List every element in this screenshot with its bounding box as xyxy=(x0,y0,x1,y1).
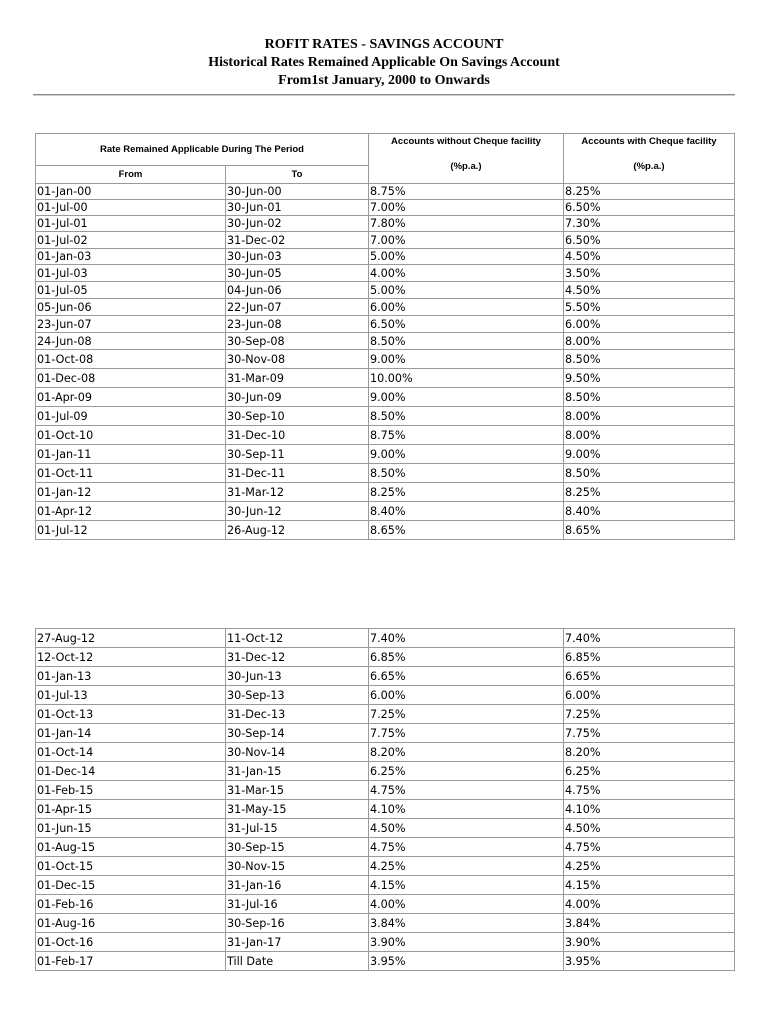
rate-with-cheque-cell: 4.75% xyxy=(564,781,735,800)
rate-with-cheque-cell: 7.30% xyxy=(564,216,735,232)
rate-with-cheque-cell: 3.50% xyxy=(564,265,735,282)
rate-without-cheque-cell: 4.10% xyxy=(369,800,564,819)
rate-with-cheque-cell: 8.50% xyxy=(564,464,735,483)
from-date-cell: 05-Jun-06 xyxy=(36,299,226,316)
from-date-cell: 23-Jun-07 xyxy=(36,316,226,333)
from-date-cell: 01-Jan-00 xyxy=(36,184,226,200)
table-row xyxy=(36,407,735,426)
table-row xyxy=(36,333,735,350)
rate-with-cheque-cell: 6.85% xyxy=(564,648,735,667)
from-date-cell: 01-Oct-11 xyxy=(36,464,226,483)
from-date-cell: 01-Oct-08 xyxy=(36,350,226,369)
header-divider xyxy=(33,94,735,96)
rate-without-cheque-cell: 8.75% xyxy=(369,184,564,200)
rates-body-part-1 xyxy=(36,184,735,540)
rate-with-cheque-cell: 6.65% xyxy=(564,667,735,686)
table-row xyxy=(36,743,735,762)
to-date-cell: 30-Sep-13 xyxy=(226,686,369,705)
to-date-cell: 30-Jun-05 xyxy=(226,265,369,282)
with-cheque-label: Accounts with Cheque facility xyxy=(581,136,717,147)
rate-without-cheque-cell: 8.20% xyxy=(369,743,564,762)
to-date-cell: 31-Dec-13 xyxy=(226,705,369,724)
to-date-cell: 11-Oct-12 xyxy=(226,629,369,648)
rate-without-cheque-cell: 3.90% xyxy=(369,933,564,952)
rate-with-cheque-cell: 3.95% xyxy=(564,952,735,971)
table-row xyxy=(36,350,735,369)
rate-with-cheque-cell: 4.50% xyxy=(564,249,735,265)
table-row xyxy=(36,464,735,483)
rate-with-cheque-cell: 5.50% xyxy=(564,299,735,316)
rate-without-cheque-cell: 5.00% xyxy=(369,282,564,299)
table-row xyxy=(36,388,735,407)
rate-with-cheque-cell: 8.25% xyxy=(564,184,735,200)
from-date-cell: 01-Jan-03 xyxy=(36,249,226,265)
table-row xyxy=(36,933,735,952)
table-row xyxy=(36,781,735,800)
from-date-cell: 01-Dec-08 xyxy=(36,369,226,388)
date-range: From1st January, 2000 to Onwards xyxy=(278,73,490,88)
table-row xyxy=(36,895,735,914)
to-date-cell: 30-Nov-14 xyxy=(226,743,369,762)
to-date-cell: 30-Sep-15 xyxy=(226,838,369,857)
rate-with-cheque-cell: 8.00% xyxy=(564,426,735,445)
table-row xyxy=(36,876,735,895)
table-row xyxy=(36,184,735,200)
to-date-cell: 31-Mar-09 xyxy=(226,369,369,388)
rate-with-cheque-cell: 8.20% xyxy=(564,743,735,762)
rate-with-cheque-cell: 9.00% xyxy=(564,445,735,464)
from-date-cell: 01-Jan-14 xyxy=(36,724,226,743)
rate-without-cheque-cell: 9.00% xyxy=(369,388,564,407)
rate-without-cheque-cell: 7.75% xyxy=(369,724,564,743)
to-date-cell: 30-Sep-10 xyxy=(226,407,369,426)
from-date-cell: 01-Oct-15 xyxy=(36,857,226,876)
table-row xyxy=(36,800,735,819)
from-date-cell: 01-Jun-15 xyxy=(36,819,226,838)
without-cheque-label: Accounts without Cheque facility xyxy=(391,136,541,147)
document-header xyxy=(0,36,768,90)
table-row xyxy=(36,483,735,502)
to-date-cell: 30-Sep-11 xyxy=(226,445,369,464)
from-date-cell: 01-Dec-14 xyxy=(36,762,226,781)
rate-without-cheque-cell: 3.84% xyxy=(369,914,564,933)
from-date-cell: 01-Oct-10 xyxy=(36,426,226,445)
from-date-cell: 01-Jul-02 xyxy=(36,232,226,249)
to-date-cell: 31-Jan-16 xyxy=(226,876,369,895)
table-row xyxy=(36,914,735,933)
rate-without-cheque-cell: 6.65% xyxy=(369,667,564,686)
rate-with-cheque-cell: 4.50% xyxy=(564,819,735,838)
rate-with-cheque-cell: 3.90% xyxy=(564,933,735,952)
rate-with-cheque-cell: 6.50% xyxy=(564,232,735,249)
rate-without-cheque-cell: 7.25% xyxy=(369,705,564,724)
rate-with-cheque-cell: 4.75% xyxy=(564,838,735,857)
rate-without-cheque-cell: 6.00% xyxy=(369,299,564,316)
rate-with-cheque-cell: 7.75% xyxy=(564,724,735,743)
rate-with-cheque-cell: 4.10% xyxy=(564,800,735,819)
table-row xyxy=(36,952,735,971)
rate-without-cheque-cell: 4.75% xyxy=(369,838,564,857)
from-date-cell: 27-Aug-12 xyxy=(36,629,226,648)
table-row xyxy=(36,216,735,232)
to-date-cell: 22-Jun-07 xyxy=(226,299,369,316)
to-date-cell: 23-Jun-08 xyxy=(226,316,369,333)
table-row xyxy=(36,316,735,333)
from-date-cell: 01-Dec-15 xyxy=(36,876,226,895)
table-row xyxy=(36,762,735,781)
rates-body-part-2 xyxy=(36,629,735,971)
from-date-cell: 01-Apr-09 xyxy=(36,388,226,407)
table-row xyxy=(36,445,735,464)
to-date-cell: 30-Jun-12 xyxy=(226,502,369,521)
from-date-cell: 01-Jul-09 xyxy=(36,407,226,426)
to-date-cell: 30-Sep-16 xyxy=(226,914,369,933)
rate-with-cheque-cell: 8.50% xyxy=(564,388,735,407)
table-row xyxy=(36,724,735,743)
table-row xyxy=(36,502,735,521)
from-date-cell: 01-Jan-13 xyxy=(36,667,226,686)
table-row xyxy=(36,232,735,249)
from-date-cell: 01-Aug-16 xyxy=(36,914,226,933)
rate-without-cheque-cell: 8.50% xyxy=(369,464,564,483)
rate-without-cheque-cell: 4.25% xyxy=(369,857,564,876)
to-date-cell: 30-Nov-15 xyxy=(226,857,369,876)
from-date-cell: 01-Oct-16 xyxy=(36,933,226,952)
rates-table-part-2 xyxy=(35,628,735,971)
table-row xyxy=(36,282,735,299)
rate-with-cheque-cell: 4.25% xyxy=(564,857,735,876)
rate-without-cheque-cell: 7.00% xyxy=(369,232,564,249)
rate-without-cheque-cell: 6.25% xyxy=(369,762,564,781)
to-date-cell: 26-Aug-12 xyxy=(226,521,369,540)
from-date-cell: 24-Jun-08 xyxy=(36,333,226,350)
to-date-cell: 31-Mar-15 xyxy=(226,781,369,800)
to-date-cell: 30-Jun-01 xyxy=(226,200,369,216)
table-row xyxy=(36,369,735,388)
rate-with-cheque-cell: 6.00% xyxy=(564,686,735,705)
to-date-cell: 30-Nov-08 xyxy=(226,350,369,369)
rate-without-cheque-cell: 10.00% xyxy=(369,369,564,388)
table-row xyxy=(36,648,735,667)
from-date-cell: 01-Jul-05 xyxy=(36,282,226,299)
rate-with-cheque-cell: 6.00% xyxy=(564,316,735,333)
from-date-cell: 01-Apr-15 xyxy=(36,800,226,819)
with-cheque-header xyxy=(564,134,735,184)
table-row xyxy=(36,819,735,838)
rate-without-cheque-cell: 7.00% xyxy=(369,200,564,216)
from-date-cell: 01-Jul-13 xyxy=(36,686,226,705)
to-date-cell: 30-Jun-09 xyxy=(226,388,369,407)
rate-without-cheque-cell: 9.00% xyxy=(369,350,564,369)
rate-without-cheque-cell: 5.00% xyxy=(369,249,564,265)
table-row xyxy=(36,857,735,876)
rate-with-cheque-cell: 4.15% xyxy=(564,876,735,895)
to-date-cell: 30-Jun-02 xyxy=(226,216,369,232)
rate-without-cheque-cell: 8.50% xyxy=(369,333,564,350)
from-date-cell: 01-Aug-15 xyxy=(36,838,226,857)
rate-without-cheque-cell: 7.40% xyxy=(369,629,564,648)
to-date-cell: 31-Jul-16 xyxy=(226,895,369,914)
to-date-cell: 31-Dec-12 xyxy=(226,648,369,667)
rate-without-cheque-cell: 4.75% xyxy=(369,781,564,800)
from-date-cell: 01-Jul-00 xyxy=(36,200,226,216)
period-header: Rate Remained Applicable During The Period xyxy=(36,134,369,166)
from-date-cell: 01-Jul-01 xyxy=(36,216,226,232)
to-date-cell: 31-May-15 xyxy=(226,800,369,819)
with-cheque-unit: (%p.a.) xyxy=(633,161,665,172)
table-row xyxy=(36,299,735,316)
table-row xyxy=(36,265,735,282)
to-date-cell: 31-Dec-02 xyxy=(226,232,369,249)
to-date-cell: 30-Sep-08 xyxy=(226,333,369,350)
rate-without-cheque-cell: 6.85% xyxy=(369,648,564,667)
rate-with-cheque-cell: 6.50% xyxy=(564,200,735,216)
from-date-cell: 01-Jul-12 xyxy=(36,521,226,540)
to-date-cell: 31-Jul-15 xyxy=(226,819,369,838)
table-row xyxy=(36,521,735,540)
without-cheque-header xyxy=(369,134,564,184)
to-date-cell: 31-Jan-15 xyxy=(226,762,369,781)
rate-without-cheque-cell: 4.15% xyxy=(369,876,564,895)
rate-without-cheque-cell: 8.75% xyxy=(369,426,564,445)
to-date-cell: 31-Dec-11 xyxy=(226,464,369,483)
from-header: From xyxy=(36,166,226,184)
to-date-cell: 30-Jun-00 xyxy=(226,184,369,200)
rate-with-cheque-cell: 7.25% xyxy=(564,705,735,724)
rate-without-cheque-cell: 8.65% xyxy=(369,521,564,540)
to-header: To xyxy=(226,166,369,184)
from-date-cell: 01-Jan-11 xyxy=(36,445,226,464)
rate-without-cheque-cell: 3.95% xyxy=(369,952,564,971)
page-subtitle: Historical Rates Remained Applicable On Savings Account xyxy=(208,55,560,70)
rate-with-cheque-cell: 9.50% xyxy=(564,369,735,388)
rate-with-cheque-cell: 4.50% xyxy=(564,282,735,299)
rate-with-cheque-cell: 8.40% xyxy=(564,502,735,521)
from-date-cell: 01-Oct-13 xyxy=(36,705,226,724)
rate-with-cheque-cell: 6.25% xyxy=(564,762,735,781)
table-row xyxy=(36,426,735,445)
rate-without-cheque-cell: 6.50% xyxy=(369,316,564,333)
rate-without-cheque-cell: 6.00% xyxy=(369,686,564,705)
rate-without-cheque-cell: 9.00% xyxy=(369,445,564,464)
rate-without-cheque-cell: 4.50% xyxy=(369,819,564,838)
to-date-cell: 31-Mar-12 xyxy=(226,483,369,502)
from-date-cell: 01-Feb-17 xyxy=(36,952,226,971)
page-title: ROFIT RATES - SAVINGS ACCOUNT xyxy=(264,37,504,52)
table-row xyxy=(36,667,735,686)
rate-with-cheque-cell: 4.00% xyxy=(564,895,735,914)
from-date-cell: 01-Jul-03 xyxy=(36,265,226,282)
from-date-cell: 01-Feb-15 xyxy=(36,781,226,800)
rate-without-cheque-cell: 4.00% xyxy=(369,895,564,914)
from-date-cell: 01-Oct-14 xyxy=(36,743,226,762)
rate-with-cheque-cell: 7.40% xyxy=(564,629,735,648)
to-date-cell: 30-Jun-13 xyxy=(226,667,369,686)
table-row xyxy=(36,686,735,705)
rates-table-part-1 xyxy=(35,133,735,540)
rate-with-cheque-cell: 8.50% xyxy=(564,350,735,369)
to-date-cell: 31-Dec-10 xyxy=(226,426,369,445)
without-cheque-unit: (%p.a.) xyxy=(450,161,482,172)
from-date-cell: 01-Jan-12 xyxy=(36,483,226,502)
rate-with-cheque-cell: 8.65% xyxy=(564,521,735,540)
table-row xyxy=(36,838,735,857)
table-row xyxy=(36,249,735,265)
table-row xyxy=(36,629,735,648)
rate-with-cheque-cell: 8.25% xyxy=(564,483,735,502)
to-date-cell: Till Date xyxy=(226,952,369,971)
rate-without-cheque-cell: 7.80% xyxy=(369,216,564,232)
rate-without-cheque-cell: 4.00% xyxy=(369,265,564,282)
rate-without-cheque-cell: 8.50% xyxy=(369,407,564,426)
to-date-cell: 04-Jun-06 xyxy=(226,282,369,299)
to-date-cell: 30-Sep-14 xyxy=(226,724,369,743)
rate-without-cheque-cell: 8.25% xyxy=(369,483,564,502)
from-date-cell: 01-Feb-16 xyxy=(36,895,226,914)
rate-with-cheque-cell: 8.00% xyxy=(564,333,735,350)
rate-without-cheque-cell: 8.40% xyxy=(369,502,564,521)
from-date-cell: 01-Apr-12 xyxy=(36,502,226,521)
to-date-cell: 31-Jan-17 xyxy=(226,933,369,952)
rate-with-cheque-cell: 3.84% xyxy=(564,914,735,933)
table-row xyxy=(36,705,735,724)
to-date-cell: 30-Jun-03 xyxy=(226,249,369,265)
rate-with-cheque-cell: 8.00% xyxy=(564,407,735,426)
table-row xyxy=(36,200,735,216)
from-date-cell: 12-Oct-12 xyxy=(36,648,226,667)
